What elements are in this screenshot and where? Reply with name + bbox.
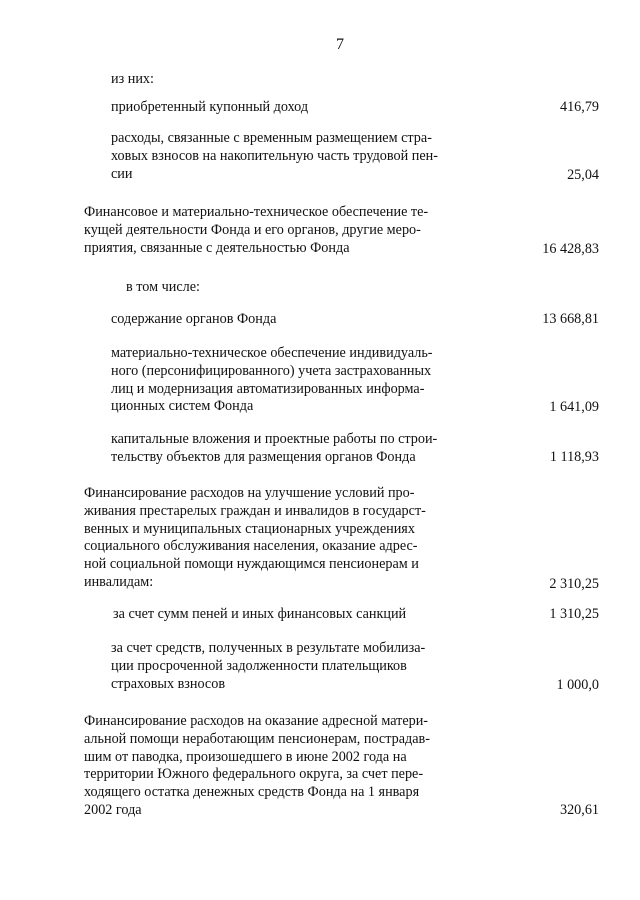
item-capital-investments-label — [111, 431, 489, 467]
item-fund-support-label — [84, 204, 489, 257]
text-line: ховых взносов на накопительную часть трудовой пен- — [111, 147, 438, 164]
text-line: лиц и модернизация автоматизированных информа- — [111, 380, 425, 397]
item-elderly-living-amount: 2 310,25 — [549, 576, 599, 592]
item-fund-bodies-label: содержание органов Фонда — [111, 311, 277, 327]
item-temporary-placement-amount: 25,04 — [567, 167, 599, 183]
item-penalties-label: за счет сумм пеней и иных финансовых санкций — [113, 606, 407, 622]
item-flood-assistance-amount: 320,61 — [559, 802, 599, 818]
item-personal-accounting-amount: 1 641,09 — [549, 399, 599, 415]
text-line: материально-техническое обеспечение индивидуаль- — [111, 345, 433, 361]
item-arrears-mobilization-amount: 1 000,0 — [556, 677, 599, 693]
text-line: Финансирование расходов на улучшение условий про- — [84, 485, 415, 501]
text-line: капитальные вложения и проектные работы по строи- — [111, 431, 438, 447]
text-line: тельству объектов для размещения органов Фонда — [111, 448, 416, 465]
text-line: 2002 года — [84, 801, 142, 818]
item-coupon-income-amount: 416,79 — [559, 99, 599, 115]
text-line: территории Южного федерального округа, за счет пере- — [84, 766, 424, 783]
subheading-of-which: из них: — [111, 71, 154, 87]
item-fund-support-amount: 16 428,83 — [542, 241, 599, 257]
text-line: расходы, связанные с временным размещением стра- — [111, 130, 432, 146]
item-penalties-amount: 1 310,25 — [549, 606, 599, 622]
text-line: сии — [111, 165, 133, 182]
text-line: ной социальной помощи нуждающимся пенсионерам и — [84, 556, 419, 573]
text-line: альной помощи неработающим пенсионерам, пострадав- — [84, 730, 430, 747]
text-line: ции просроченной задолженности плательщиков — [111, 657, 407, 674]
item-flood-assistance-label — [84, 713, 489, 820]
item-arrears-mobilization-label — [111, 640, 489, 693]
text-line: Финансирование расходов на оказание адресной матери- — [84, 713, 429, 729]
item-fund-bodies-amount: 13 668,81 — [542, 311, 599, 327]
text-line: инвалидам: — [84, 573, 154, 590]
item-coupon-income-label: приобретенный купонный доход — [111, 99, 309, 115]
text-line: шим от паводка, произошедшего в июне 2002 года на — [84, 748, 407, 765]
text-line: живания престарелых граждан и инвалидов в государст- — [84, 502, 426, 519]
text-line: венных и муниципальных стационарных учреждениях — [84, 520, 415, 537]
text-line: приятия, связанные с деятельностью Фонда — [84, 239, 350, 256]
text-line: за счет средств, полученных в результате мобилиза- — [111, 640, 426, 656]
text-line: ного (персонифицированного) учета застрахованных — [111, 362, 432, 379]
item-elderly-living-label — [84, 485, 489, 592]
subheading-including: в том числе: — [126, 279, 200, 295]
text-line: Финансовое и материально-техническое обеспечение те- — [84, 204, 429, 220]
item-personal-accounting-label — [111, 345, 489, 416]
text-line: социального обслуживания населения, оказание адрес- — [84, 538, 418, 555]
text-line: кущей деятельности Фонда и его органов, другие меро- — [84, 221, 421, 238]
text-line: ционных систем Фонда — [111, 398, 254, 415]
item-temporary-placement-label — [111, 130, 488, 183]
page-number: 7 — [336, 36, 344, 53]
text-line: страховых взносов — [111, 675, 226, 692]
item-capital-investments-amount: 1 118,93 — [549, 449, 599, 465]
text-line: ходящего остатка денежных средств Фонда на 1 января — [84, 784, 420, 801]
